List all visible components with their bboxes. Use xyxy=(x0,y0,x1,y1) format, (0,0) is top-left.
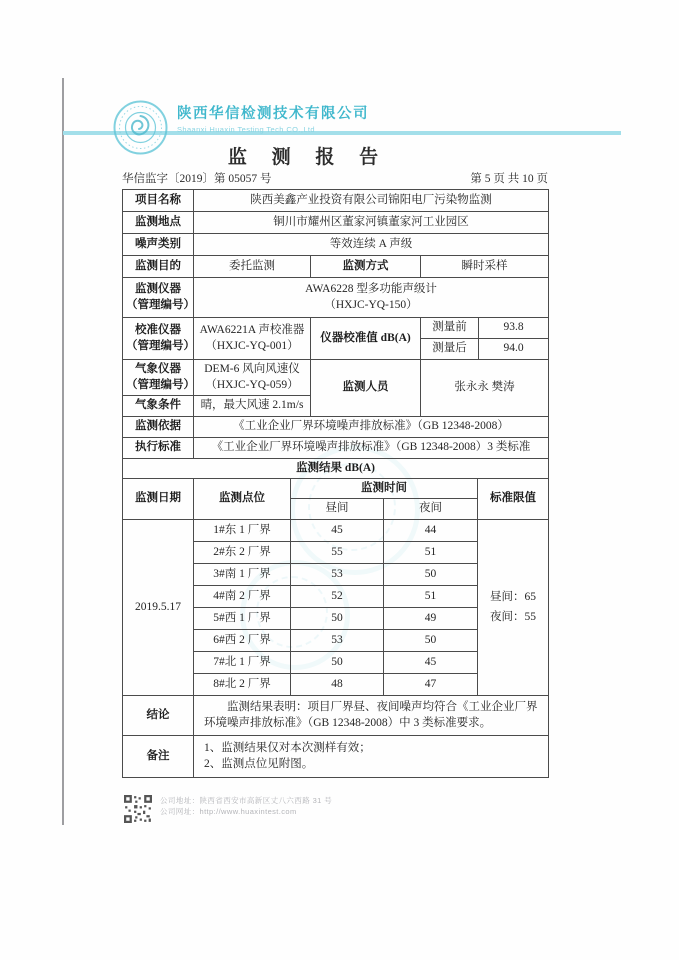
limit-night: 夜间：55 xyxy=(490,610,537,623)
night-value: 47 xyxy=(384,674,478,696)
result-row xyxy=(123,520,549,542)
day-value: 53 xyxy=(291,564,384,586)
point-name: 5#西 1 厂界 xyxy=(194,608,291,630)
day-value: 48 xyxy=(291,674,384,696)
night-value: 45 xyxy=(384,652,478,674)
table-row xyxy=(123,459,549,479)
instrument-value xyxy=(194,278,549,318)
table-row xyxy=(123,438,549,459)
location-value: 铜川市耀州区董家河镇董家河工业园区 xyxy=(194,212,549,234)
company-address: 公司地址：陕西省西安市高新区丈八六西路 31 号 xyxy=(160,796,333,805)
table-row xyxy=(123,696,549,736)
point-header: 监测点位 xyxy=(194,479,291,520)
instrument-label: 监测仪器（管理编号） xyxy=(123,278,194,318)
point-name: 1#东 1 厂界 xyxy=(194,520,291,542)
company-website: 公司网址：http://www.huaxintest.com xyxy=(160,807,297,817)
table-row xyxy=(123,318,549,339)
night-value: 49 xyxy=(384,608,478,630)
conclusion-paragraph: 监测结果表明：项目厂界昼、夜间噪声均符合《工业企业厂界环境噪声排放标准》（GB 12348-2008）中 3 类标准要求。 xyxy=(204,701,538,729)
table-row xyxy=(123,278,549,318)
date-header: 监测日期 xyxy=(123,479,194,520)
report-body xyxy=(122,189,548,778)
footer-contact xyxy=(160,795,332,818)
noise-type-label: 噪声类别 xyxy=(123,234,194,256)
before-value: 93.8 xyxy=(479,318,549,339)
info-table xyxy=(122,189,549,459)
night-value: 44 xyxy=(384,520,478,542)
day-value: 55 xyxy=(291,542,384,564)
report-number: 华信监字〔2019〕第 05057 号 xyxy=(122,173,272,185)
before-label: 测量前 xyxy=(421,318,479,339)
scan-edge-line xyxy=(62,78,64,825)
table-row xyxy=(123,736,549,778)
point-name: 6#西 2 厂界 xyxy=(194,630,291,652)
basis-value: 《工业企业厂界环境噪声排放标准》（GB 12348-2008） xyxy=(194,417,549,438)
table-row xyxy=(123,479,549,499)
calibrator-label: 校准仪器（管理编号） xyxy=(123,318,194,360)
point-name: 7#北 1 厂界 xyxy=(194,652,291,674)
weather-value: 晴，最大风速 2.1m/s xyxy=(194,396,311,417)
standard-label: 执行标准 xyxy=(123,438,194,459)
night-value: 50 xyxy=(384,564,478,586)
report-meta-row xyxy=(122,170,548,186)
results-table xyxy=(122,458,549,696)
project-name-value: 陕西美鑫产业投资有限公司锦阳电厂污染物监测 xyxy=(194,190,549,212)
noise-type-value: 等效连续 A 声级 xyxy=(194,234,549,256)
day-value: 45 xyxy=(291,520,384,542)
remarks-label: 备注 xyxy=(123,736,194,778)
conclusion-text xyxy=(194,696,549,736)
table-row xyxy=(123,234,549,256)
personnel-value: 张永永 樊涛 xyxy=(421,360,549,417)
table-row xyxy=(123,190,549,212)
calibrator-value-line2: （HXJC-YQ-001） xyxy=(205,339,299,352)
night-value: 50 xyxy=(384,630,478,652)
table-row xyxy=(123,417,549,438)
night-value: 51 xyxy=(384,542,478,564)
page-indicator: 第 5 页 共 10 页 xyxy=(470,173,548,185)
day-value: 50 xyxy=(291,652,384,674)
weather-instrument-label: 气象仪器（管理编号） xyxy=(123,360,194,396)
standard-value: 《工业企业厂界环境噪声排放标准》（GB 12348-2008）3 类标准 xyxy=(194,438,549,459)
method-value: 瞬时采样 xyxy=(421,256,549,278)
project-name-label: 项目名称 xyxy=(123,190,194,212)
weather-instrument-value xyxy=(194,360,311,396)
remarks-text xyxy=(194,736,549,778)
qr-code xyxy=(124,795,152,823)
weather-instrument-line2: （HXJC-YQ-059） xyxy=(205,378,299,391)
calibrator-value-line1: AWA6221A 声校准器 xyxy=(199,323,305,336)
report-title: 监 测 报 告 xyxy=(227,147,389,168)
table-row xyxy=(123,212,549,234)
day-value: 53 xyxy=(291,630,384,652)
calibration-label: 仪器校准值 dB(A) xyxy=(311,318,421,360)
point-name: 4#南 2 厂界 xyxy=(194,586,291,608)
day-header: 昼间 xyxy=(291,499,384,520)
instrument-value-line2: （HXJC-YQ-150） xyxy=(324,298,418,311)
basis-label: 监测依据 xyxy=(123,417,194,438)
instrument-value-line1: AWA6228 型多功能声级计 xyxy=(305,282,437,295)
company-header xyxy=(177,102,369,134)
day-value: 52 xyxy=(291,586,384,608)
table-row xyxy=(123,360,549,396)
time-header: 监测时间 xyxy=(291,479,478,499)
limit-header: 标准限值 xyxy=(478,479,549,520)
personnel-label: 监测人员 xyxy=(311,360,421,417)
night-header: 夜间 xyxy=(384,499,478,520)
night-value: 51 xyxy=(384,586,478,608)
location-label: 监测地点 xyxy=(123,212,194,234)
method-label: 监测方式 xyxy=(311,256,421,278)
purpose-label: 监测目的 xyxy=(123,256,194,278)
results-section-title: 监测结果 dB(A) xyxy=(123,459,549,479)
monitor-date: 2019.5.17 xyxy=(123,520,194,696)
limit-values xyxy=(478,520,549,696)
company-name-cn: 陕西华信检测技术有限公司 xyxy=(177,106,369,122)
conclusion-table xyxy=(122,695,549,778)
point-name: 8#北 2 厂界 xyxy=(194,674,291,696)
remark-line-2: 2、监测点位见附图。 xyxy=(204,757,314,770)
limit-day: 昼间：65 xyxy=(490,590,537,603)
table-row xyxy=(123,256,549,278)
weather-instrument-line1: DEM-6 风向风速仪 xyxy=(204,362,300,375)
after-value: 94.0 xyxy=(479,339,549,360)
weather-label: 气象条件 xyxy=(123,396,194,417)
remark-line-1: 1、监测结果仅对本次测样有效； xyxy=(204,742,371,755)
point-name: 3#南 1 厂界 xyxy=(194,564,291,586)
calibrator-value xyxy=(194,318,311,360)
after-label: 测量后 xyxy=(421,339,479,360)
conclusion-label: 结论 xyxy=(123,696,194,736)
day-value: 50 xyxy=(291,608,384,630)
point-name: 2#东 2 厂界 xyxy=(194,542,291,564)
company-name-en: Shaanxi Huaxin Testing Tech CO.,Ltd xyxy=(177,125,315,134)
purpose-value: 委托监测 xyxy=(194,256,311,278)
